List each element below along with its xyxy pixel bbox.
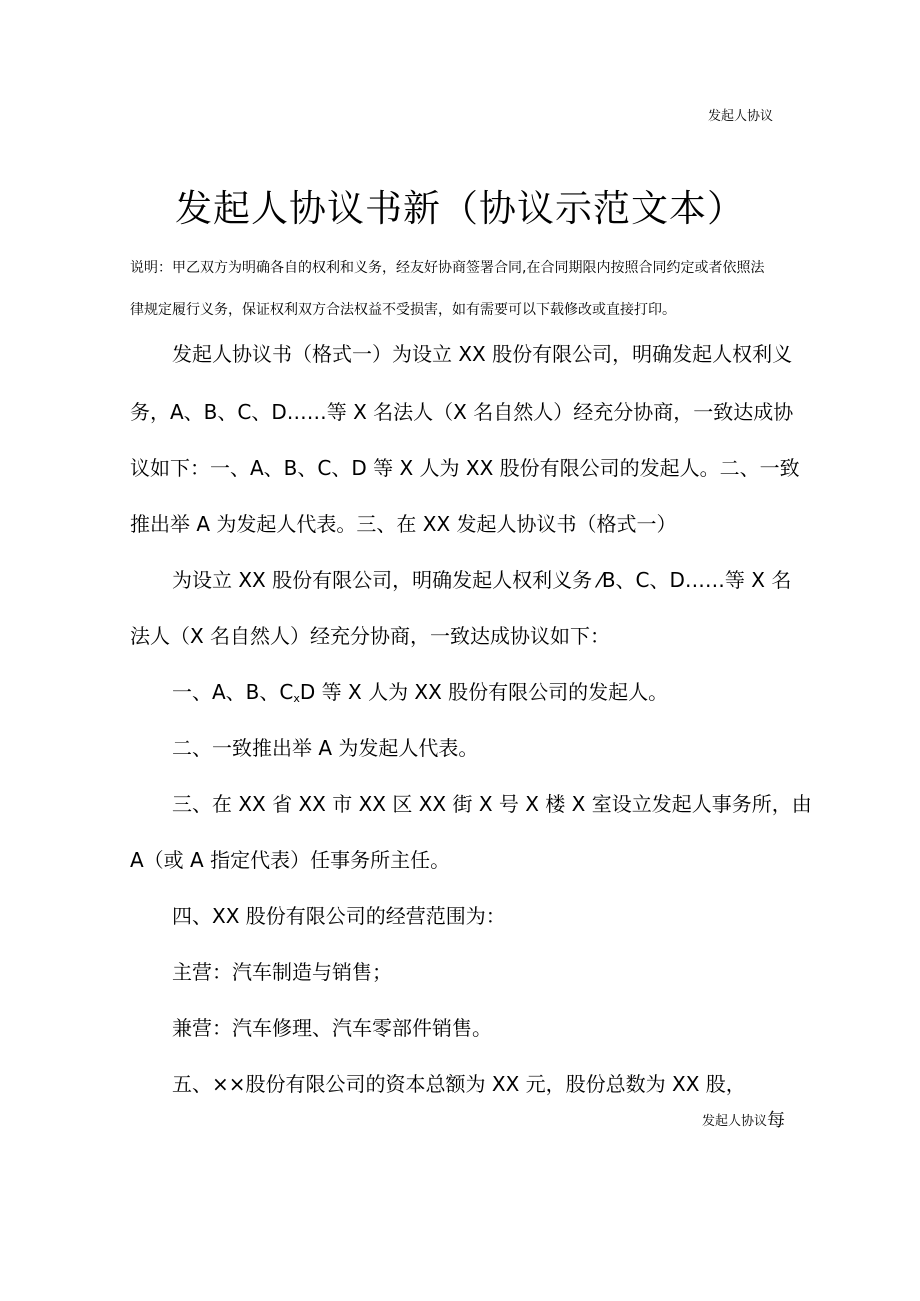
body-line xyxy=(172,676,668,705)
body-line: 务，A、B、C、D……等 X 名法人（X 名自然人）经充分协商，一致达成协 xyxy=(130,400,794,424)
running-footer xyxy=(702,1106,785,1132)
body-line: 三、在 XX 省 XX 市 XX 区 XX 街 X 号 X 楼 X 室设立发起人事务所，由 xyxy=(172,792,812,816)
running-header: 发起人协议 xyxy=(708,109,774,124)
body-line: 推出举 A 为发起人代表。三、在 XX 发起人协议书（格式一） xyxy=(130,512,677,536)
body-line: 发起人协议书（格式一）为设立 XX 股份有限公司，明确发起人权利义 xyxy=(172,342,793,366)
body-line: 主营：汽车制造与销售； xyxy=(172,960,392,984)
note-line: 说明：甲乙双方为明确各自的权利和义务，经友好协商签署合同,在合同期限内按照合同约定或者依照法 xyxy=(130,260,765,276)
document-title: 发起人协议书新（协议示范文本） xyxy=(175,187,745,230)
body-line: A（或 A 指定代表）任事务所主任。 xyxy=(130,848,451,872)
body-line: 为设立 XX 股份有限公司，明确发起人权利义务 ⁄B、C、D……等 X 名 xyxy=(172,568,792,592)
body-subscript: x xyxy=(293,692,300,705)
document-note xyxy=(130,247,802,331)
note-line: 律规定履行义务，保证权利双方合法权益不受损害，如有需要可以下载修改或直接打印。 xyxy=(130,302,676,318)
body-line: 二、一致推出举 A 为发起人代表。 xyxy=(172,736,479,760)
body-text: D 等 X 人为 XX 股份有限公司的发起人。 xyxy=(299,680,669,704)
body-line: 法人（X 名自然人）经充分协商，一致达成协议如下： xyxy=(130,624,611,648)
body-line: 议如下：一、A、B、C、D 等 X 人为 XX 股份有限公司的发起人。二、一致 xyxy=(130,456,800,480)
footer-trailing-char: 每 xyxy=(767,1110,786,1131)
body-line: 四、XX 股份有限公司的经营范围为： xyxy=(172,904,506,928)
body-line: 五、××股份有限公司的资本总额为 XX 元，股份总数为 XX 股， xyxy=(172,1072,746,1096)
body-text: 一、A、B、C xyxy=(172,680,294,704)
footer-text: 发起人协议 xyxy=(702,1114,768,1129)
body-line: 兼营：汽车修理、汽车零部件销售。 xyxy=(172,1016,492,1040)
